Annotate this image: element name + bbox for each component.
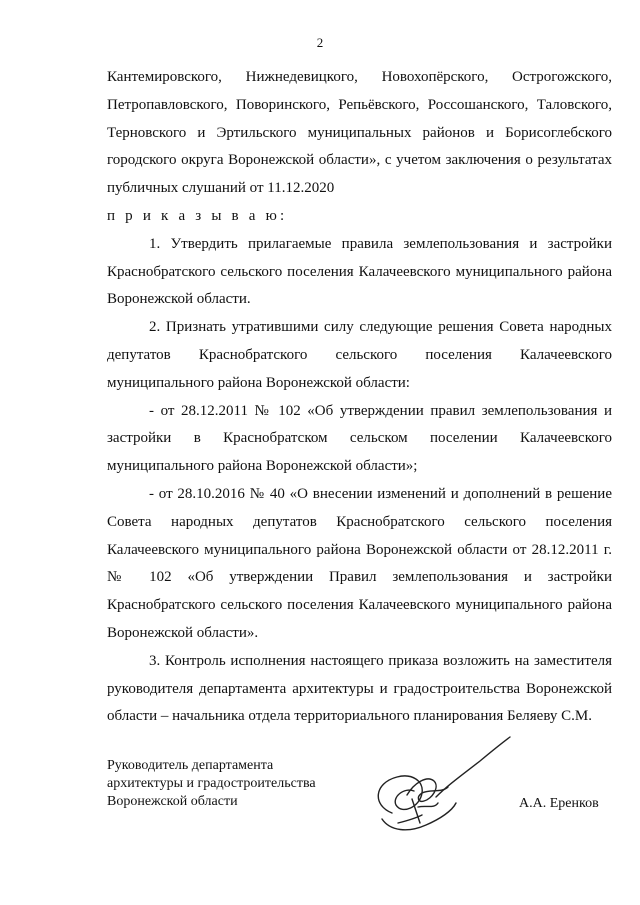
page-number: 2 (316, 35, 324, 50)
signer-name: А.А. Еренков (519, 796, 599, 811)
item-3-paragraph: 3. Контроль исполнения настоящего приказа возложить на заместителя руководителя департамента архитектуры и градостроительства Воронежской области – начальника отдела территориального планирования Беляеву С.М. (107, 652, 612, 725)
document-body (107, 64, 612, 731)
order-word: п р и к а з ы в а ю: (107, 207, 288, 224)
signer-title-line-2: архитектуры и градостроительства (107, 776, 316, 791)
item-2-paragraph: 2. Признать утратившими силу следующие решения Совета народных депутатов Краснобратского сельского поселения Калачеевского муниципального района Воронежской области: (107, 319, 612, 391)
intro-paragraph: Кантемировского, Нижнедевицкого, Новохопёрского, Острогожского, Петропавловского, Поворинского, Репьёвского, Россошанского, Таловского, Терновского и Эртильского муниципальных районов и Борисоглебского городского округа Воронежской области», с учетом заключения о результатах публичных слушаний от 11.12.2020 (107, 69, 612, 197)
item-1-paragraph: 1. Утвердить прилагаемые правила землепользования и застройки Краснобратского сельского поселения Калачеевского муниципального района Воронежской области. (107, 235, 612, 308)
item-2-sub-2-paragraph: - от 28.10.2016 № 40 «О внесении изменений и дополнений в решение Совета народных депутатов Краснобратского сельского поселения Калачеевского муниципального района Воронежской области от 28.12.2011 г. № 102 «Об утверждении Правил землепользования и застройки Краснобратского сельского поселения Калачеевского муниципального района Воронежской области». (107, 485, 612, 641)
signer-title-line-1: Руководитель департамента (107, 758, 274, 773)
item-2-sub-1-paragraph: - от 28.12.2011 № 102 «Об утверждении правил землепользования и застройки в Краснобратском сельском поселении Калачеевского муниципального района Воронежской области»; (107, 402, 612, 475)
signer-title-line-3: Воронежской области (107, 794, 238, 809)
handwritten-signature (352, 735, 527, 845)
